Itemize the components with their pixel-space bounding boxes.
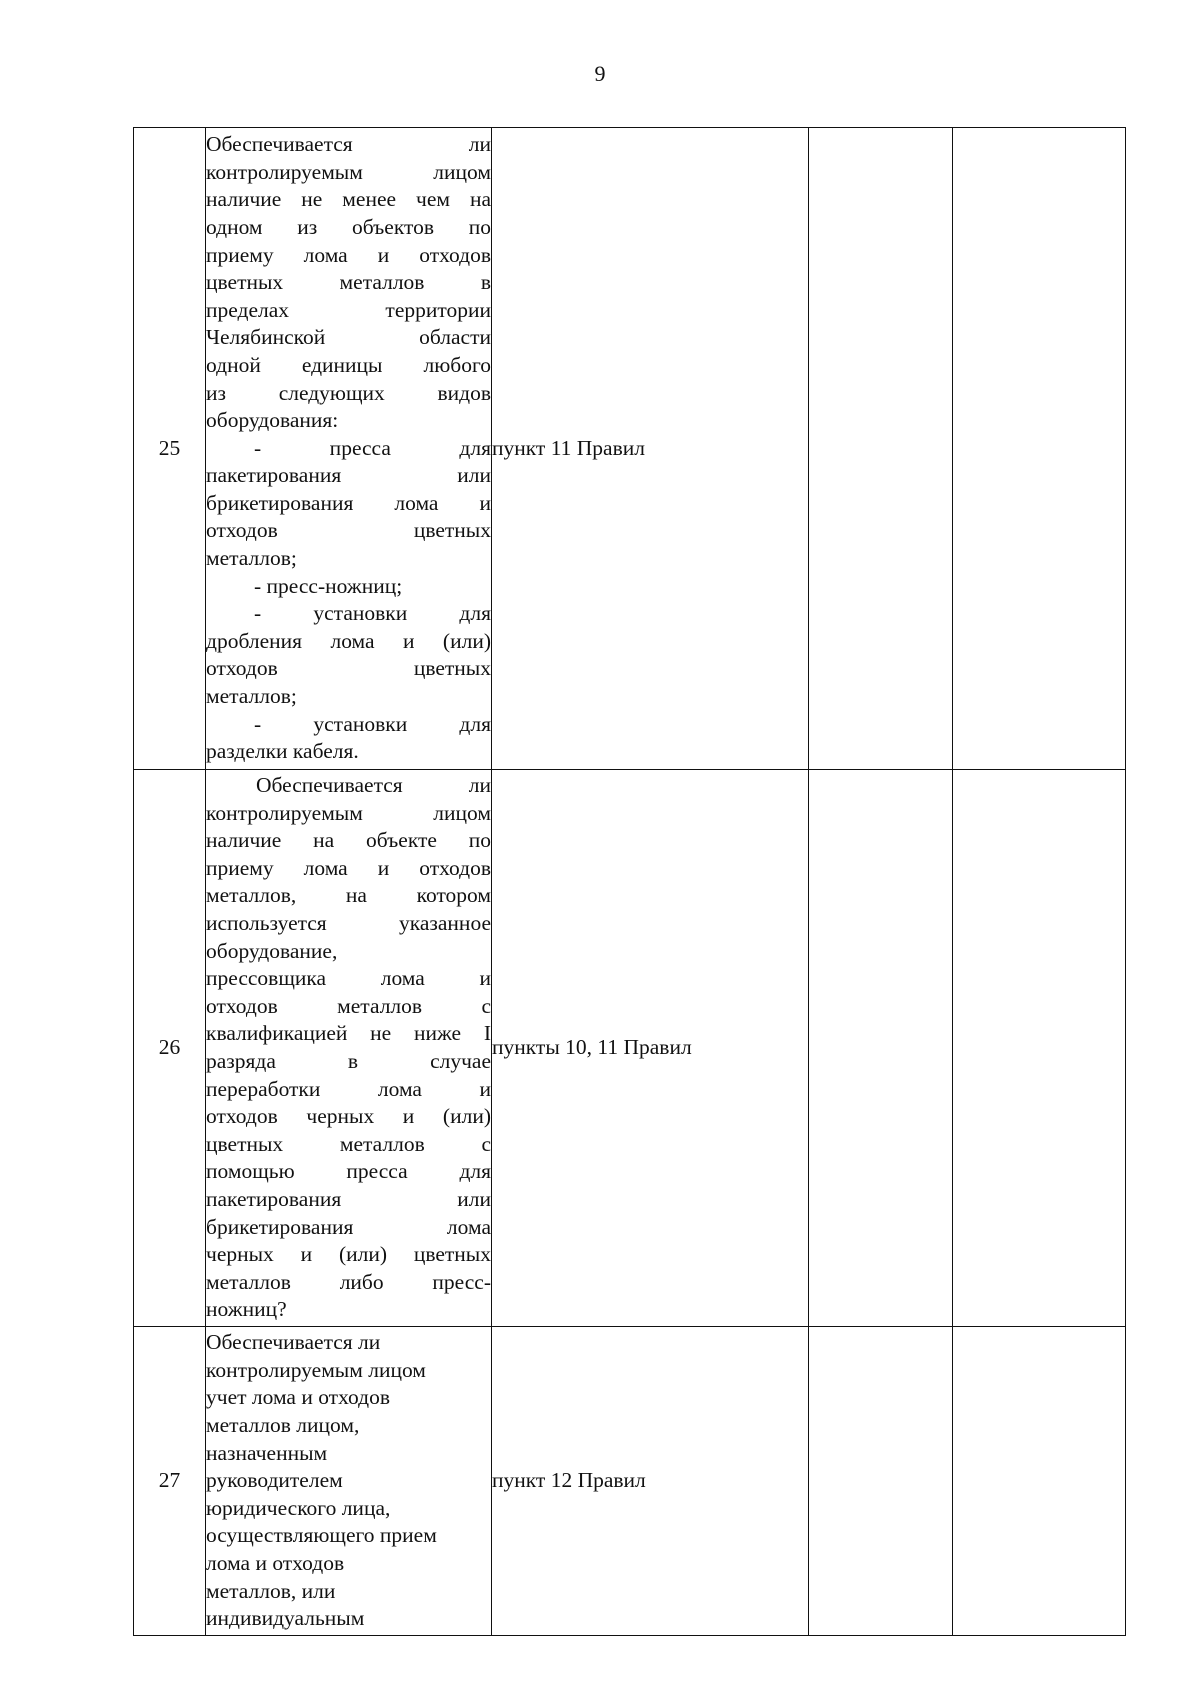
question-line: переработки лома и (206, 1076, 491, 1101)
question-line: руководителем (206, 1468, 343, 1493)
row-number: 25 (134, 128, 206, 770)
question-line: наличие на объекте по (206, 828, 491, 853)
question-line: контролируемым лицом (206, 159, 491, 184)
question-line: ножниц? (206, 1297, 287, 1322)
question-line: пределах территории (206, 297, 491, 322)
question-cell (206, 1327, 492, 1636)
question-line: разделки кабеля. (206, 739, 359, 764)
empty-cell (953, 128, 1126, 770)
table-row (134, 128, 1126, 770)
question-line: Обеспечивается ли (206, 1330, 381, 1355)
question-line: отходов металлов с (206, 993, 491, 1018)
question-line: металлов лицом, (206, 1413, 360, 1438)
question-cell (206, 770, 492, 1327)
question-line: приему лома и отходов (206, 855, 491, 880)
question-line: прессовщика лома и (206, 966, 491, 991)
question-line: цветных металлов с (206, 1131, 491, 1156)
table-row (134, 1327, 1126, 1636)
question-line: черных и (или) цветных (206, 1242, 491, 1267)
question-line: пакетирования или (206, 463, 491, 488)
question-line: брикетирования лома и (206, 490, 491, 515)
question-line: квалификацией не ниже I (206, 1021, 491, 1046)
question-line: назначенным (206, 1440, 328, 1465)
question-line: индивидуальным (206, 1606, 365, 1631)
question-line: лома и отходов (206, 1550, 345, 1575)
question-line: приему лома и отходов (206, 242, 491, 267)
question-line: отходов цветных (206, 656, 491, 681)
question-line: металлов, или (206, 1578, 336, 1603)
legal-reference: пункты 10, 11 Правил (492, 770, 809, 1327)
question-line: учет лома и отходов (206, 1385, 390, 1410)
question-line: одном из объектов по (206, 214, 491, 239)
question-line: отходов цветных (206, 518, 491, 543)
empty-cell (953, 1327, 1126, 1636)
question-line: цветных металлов в (206, 270, 491, 295)
question-line: металлов; (206, 546, 297, 571)
question-line: металлов; (206, 684, 297, 709)
question-line: юридического лица, (206, 1495, 391, 1520)
question-line: дробления лома и (или) (206, 628, 491, 653)
question-line: металлов либо пресс- (206, 1269, 491, 1294)
question-line: используется указанное (206, 911, 491, 936)
question-line: - пресс-ножниц; (254, 573, 403, 598)
question-line: Челябинской области (206, 325, 491, 350)
question-line: - установки для (254, 711, 491, 736)
question-line: Обеспечивается ли (256, 773, 491, 798)
legal-reference: пункт 12 Правил (492, 1327, 809, 1636)
question-line: - установки для (254, 601, 491, 626)
question-line: металлов, на котором (206, 883, 491, 908)
question-line: отходов черных и (или) (206, 1104, 491, 1129)
question-line: контролируемым лицом (206, 800, 491, 825)
question-line: Обеспечивается ли (206, 132, 491, 157)
page-number: 9 (594, 61, 606, 86)
empty-cell (809, 128, 953, 770)
question-line: одной единицы любого (206, 352, 491, 377)
question-line: - пресса для (254, 435, 491, 460)
legal-reference: пункт 11 Правил (492, 128, 809, 770)
empty-cell (809, 770, 953, 1327)
question-line: контролируемым лицом (206, 1357, 426, 1382)
question-cell (206, 128, 492, 770)
question-line: оборудование, (206, 938, 338, 963)
row-number: 26 (134, 770, 206, 1327)
question-line: из следующих видов (206, 380, 491, 405)
checklist-table (133, 127, 1126, 1636)
question-line: пакетирования или (206, 1186, 491, 1211)
question-line: разряда в случае (206, 1049, 491, 1073)
question-line: оборудования: (206, 408, 339, 433)
table-row (134, 770, 1126, 1327)
question-line: помощью пресса для (206, 1159, 491, 1184)
question-line: брикетирования лома (206, 1214, 491, 1239)
question-line: наличие не менее чем на (206, 187, 491, 212)
question-line: осуществляющего прием (206, 1523, 437, 1548)
empty-cell (953, 770, 1126, 1327)
row-number: 27 (134, 1327, 206, 1636)
empty-cell (809, 1327, 953, 1636)
